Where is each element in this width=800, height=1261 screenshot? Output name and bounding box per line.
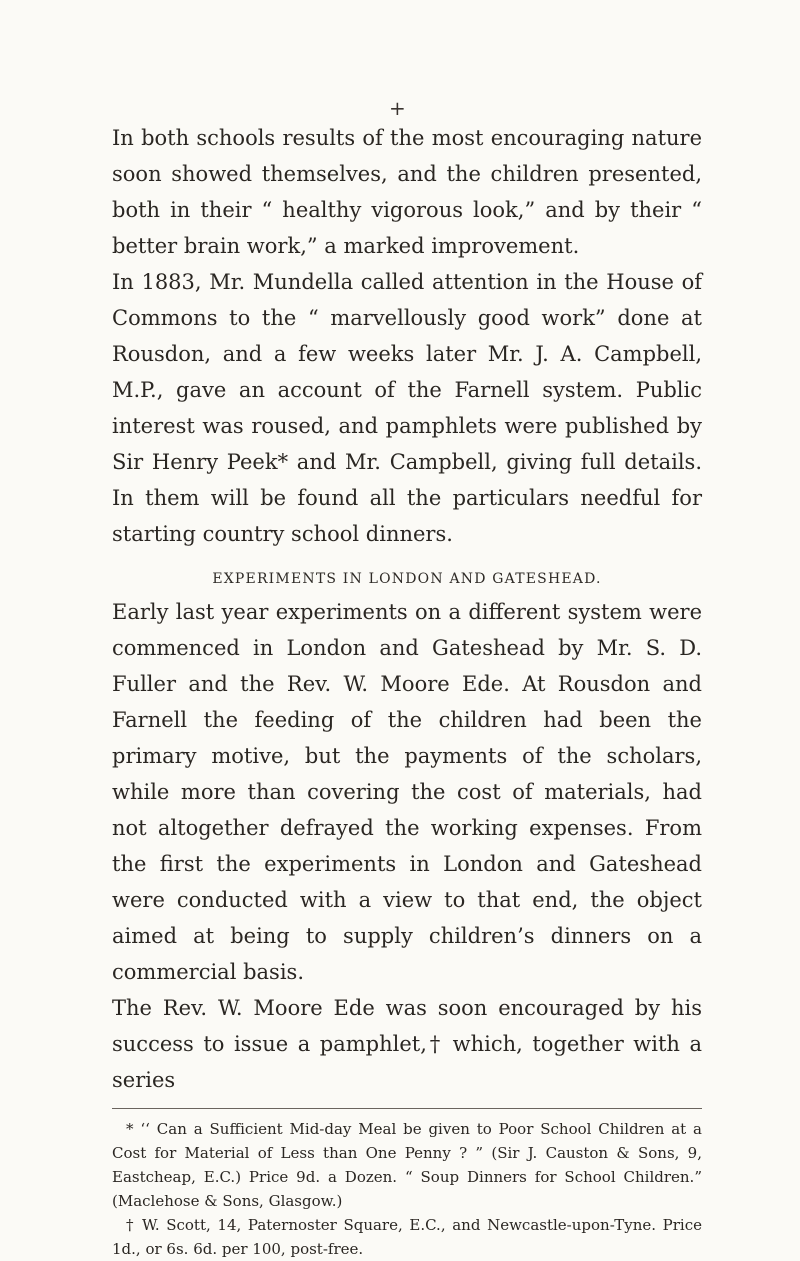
page-mark: +: [389, 96, 406, 120]
footnote-dagger: † W. Scott, 14, Paternoster Square, E.C., and Newcastle-upon-Tyne. Price 1d., or 6s. 6d. per 100, post-free.: [112, 1216, 702, 1258]
footnote-rule: [112, 1108, 702, 1109]
section-heading: EXPERIMENTS IN LONDON AND GATESHEAD.: [212, 571, 602, 587]
paragraph-experiments: Early last year experiments on a different system were commenced in London and Gateshead by Mr. S. D. Fuller and the Rev. W. Moore Ede. At Rousdon and Farnell the feeding of the children had been the primary motive, but the payments of the scholars, while more than covering the cost of materials, had not altogether defrayed the working expenses. From the first the experiments in London and Gateshead were conducted with a view to that end, the object aimed at being to supply children’s dinners on a commercial basis.: [112, 600, 702, 984]
paragraph-schools-results: In both schools results of the most encouraging nature soon showed themselves, and the children presented, both in their “ healthy vigorous look,” and by their “ better brain work,” a marked improvement.: [112, 126, 702, 258]
footnotes: [112, 1108, 702, 1261]
footnote-star: * ‘‘ Can a Sufficient Mid-day Meal be given to Poor School Children at a Cost for Material of Less than One Penny ? ” (Sir J. Causton & Sons, 9, Eastcheap, E.C.) Price 9d. a Dozen. “ Soup Dinners for School Children.” (Maclehose & Sons, Glasgow.): [112, 1120, 702, 1210]
paragraph-mundella: In 1883, Mr. Mundella called attention in the House of Commons to the “ marvellously good work” done at Rousdon, and a few weeks later Mr. J. A. Campbell, M.P., gave an account of the Farnell system. Public interest was roused, and pamphlets were published by Sir Henry Peek* and Mr. Campbell, giving full details. In them will be found all the particulars needful for starting country school dinners.: [112, 270, 702, 546]
paragraph-moore-ede: The Rev. W. Moore Ede was soon encouraged by his success to issue a pamphlet,† which, together with a series: [112, 996, 702, 1092]
body-text: [112, 120, 702, 1098]
